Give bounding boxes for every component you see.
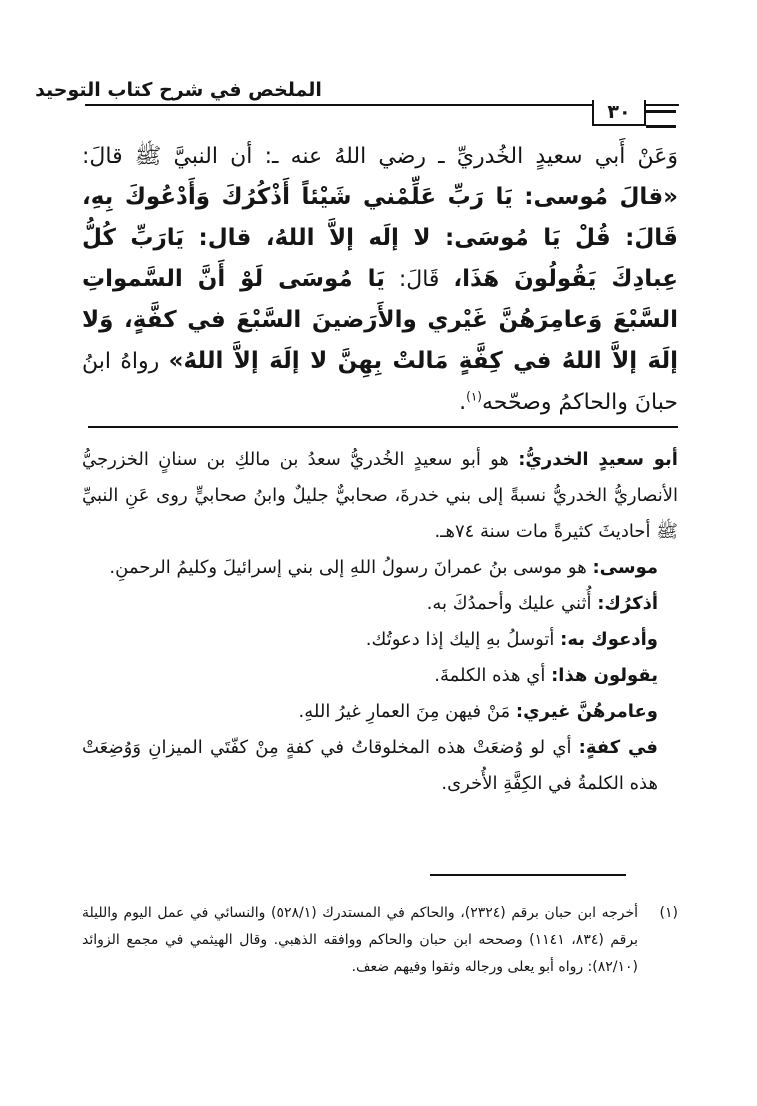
glossary-definition: مَنْ فيهن مِنَ العمارِ غيرُ اللهِ.	[298, 701, 511, 722]
glossary-term: وأدعوك به:	[560, 629, 658, 650]
glossary-term: وعامرهُنَّ غيري:	[515, 701, 658, 722]
glossary-definition: أتوسلُ بهِ إليك إذا دعوتُك.	[365, 629, 555, 650]
glossary-term: أبو سعيدٍ الخدريُّ:	[518, 449, 678, 470]
glossary-item	[82, 658, 678, 694]
hadith-qala-2: قَالَ:	[398, 267, 440, 292]
hadith-matn-2: يَا مُوسَى لَوْ أَنَّ السَّمواتِ السَّبْعَ وَعامِرَهُنَّ غَيْري والأَرَضينَ السَّبْعَ في كفَّةٍ، وَلا إلَهَ إلاَّ اللهُ في كِفَّةٍ مَالتْ بِهِنَّ لا إلَهَ إلاَّ اللهُ»	[82, 266, 678, 374]
glossary-item	[82, 694, 678, 730]
hadith-text	[82, 136, 678, 423]
page-number: ٣٠	[592, 100, 646, 126]
glossary-definition: هو أبو سعيدٍ الخُدريُّ سعدُ بن مالكِ بن سنانٍ الخزرجيُّ الأنصاريُّ الخدريُّ نسبةً إلى بني خدرةَ، صحابيٌّ جليلٌ وابنُ صحابيٍّ روى عَنِ النبيِّ ﷺ أحاديثَ كثيرةً مات سنة ٧٤هـ.	[82, 449, 678, 542]
glossary	[82, 442, 678, 802]
glossary-narrator	[82, 442, 678, 550]
footnote-text: أخرجه ابن حبان برقم (٢٣٢٤)، والحاكم في المستدرك (٥٢٨/١) والنسائي في عمل اليوم والليلة برقم (٨٣٤، ١١٤١) وصححه ابن حبان والحاكم ووافقه الذهبي. وقال الهيثمي في مجمع الزوائد (٨٢/١٠): رواه أبو يعلى ورجاله وثقوا وفيهم ضعف.	[82, 905, 639, 975]
glossary-item	[82, 586, 678, 622]
glossary-term: موسى:	[592, 557, 658, 578]
glossary-definition: أي لو وُضعَتْ هذه المخلوقاتُ في كفةٍ مِنْ كفّتَي الميزانِ وَوُضِعَتْ هذه الكلمةُ في الكِفَّةِ الأُخرى.	[82, 737, 658, 794]
glossary-definition: هو موسى بنُ عمرانَ رسولُ اللهِ إلى بني إسرائيلَ وكليمُ الرحمنِ.	[109, 557, 587, 578]
glossary-term: في كفةٍ:	[578, 737, 658, 758]
hadith-source: رواهُ ابنُ حبانَ والحاكمُ وصحّحه	[82, 349, 678, 415]
hadith-matn-1: «قالَ مُوسى: يَا رَبِّ عَلِّمْني شَيْئاً أَذْكُرُكَ وَأَدْعُوكَ بِهِ، قَالَ: قُلْ يَا مُوسَى: لا إلَه إلاَّ اللهُ، قال: يَارَبِّ كُلُّ عِبادِكَ يَقُولُونَ هَذَا،	[82, 184, 678, 292]
running-title: الملخص في شرح كتاب التوحيد	[35, 79, 322, 101]
footnote-reference: (١)	[466, 389, 482, 404]
glossary-item	[82, 730, 678, 802]
hadith-end: .	[459, 390, 467, 415]
hadith-isnad: وَعَنْ أَبي سعيدٍ الخُدريِّ ـ رضي اللهُ عنه ـ: أن النبيَّ ﷺ	[134, 144, 678, 169]
glossary-item	[82, 622, 678, 658]
section-divider	[88, 426, 678, 428]
footnote-number: (١)	[659, 905, 678, 921]
glossary-item	[82, 550, 678, 586]
glossary-definition: أُثني عليك وأحمدُكَ به.	[426, 593, 592, 614]
hadith-qala-1: قالَ:	[82, 144, 123, 169]
footnote	[82, 900, 678, 981]
glossary-term: يقولون هذا:	[551, 665, 658, 686]
footnote-rule	[430, 874, 626, 876]
header-rule	[85, 104, 679, 106]
glossary-definition: أي هذه الكلمةَ.	[434, 665, 546, 686]
glossary-term: أذكرُك:	[597, 593, 658, 614]
header-ornament	[646, 110, 676, 128]
